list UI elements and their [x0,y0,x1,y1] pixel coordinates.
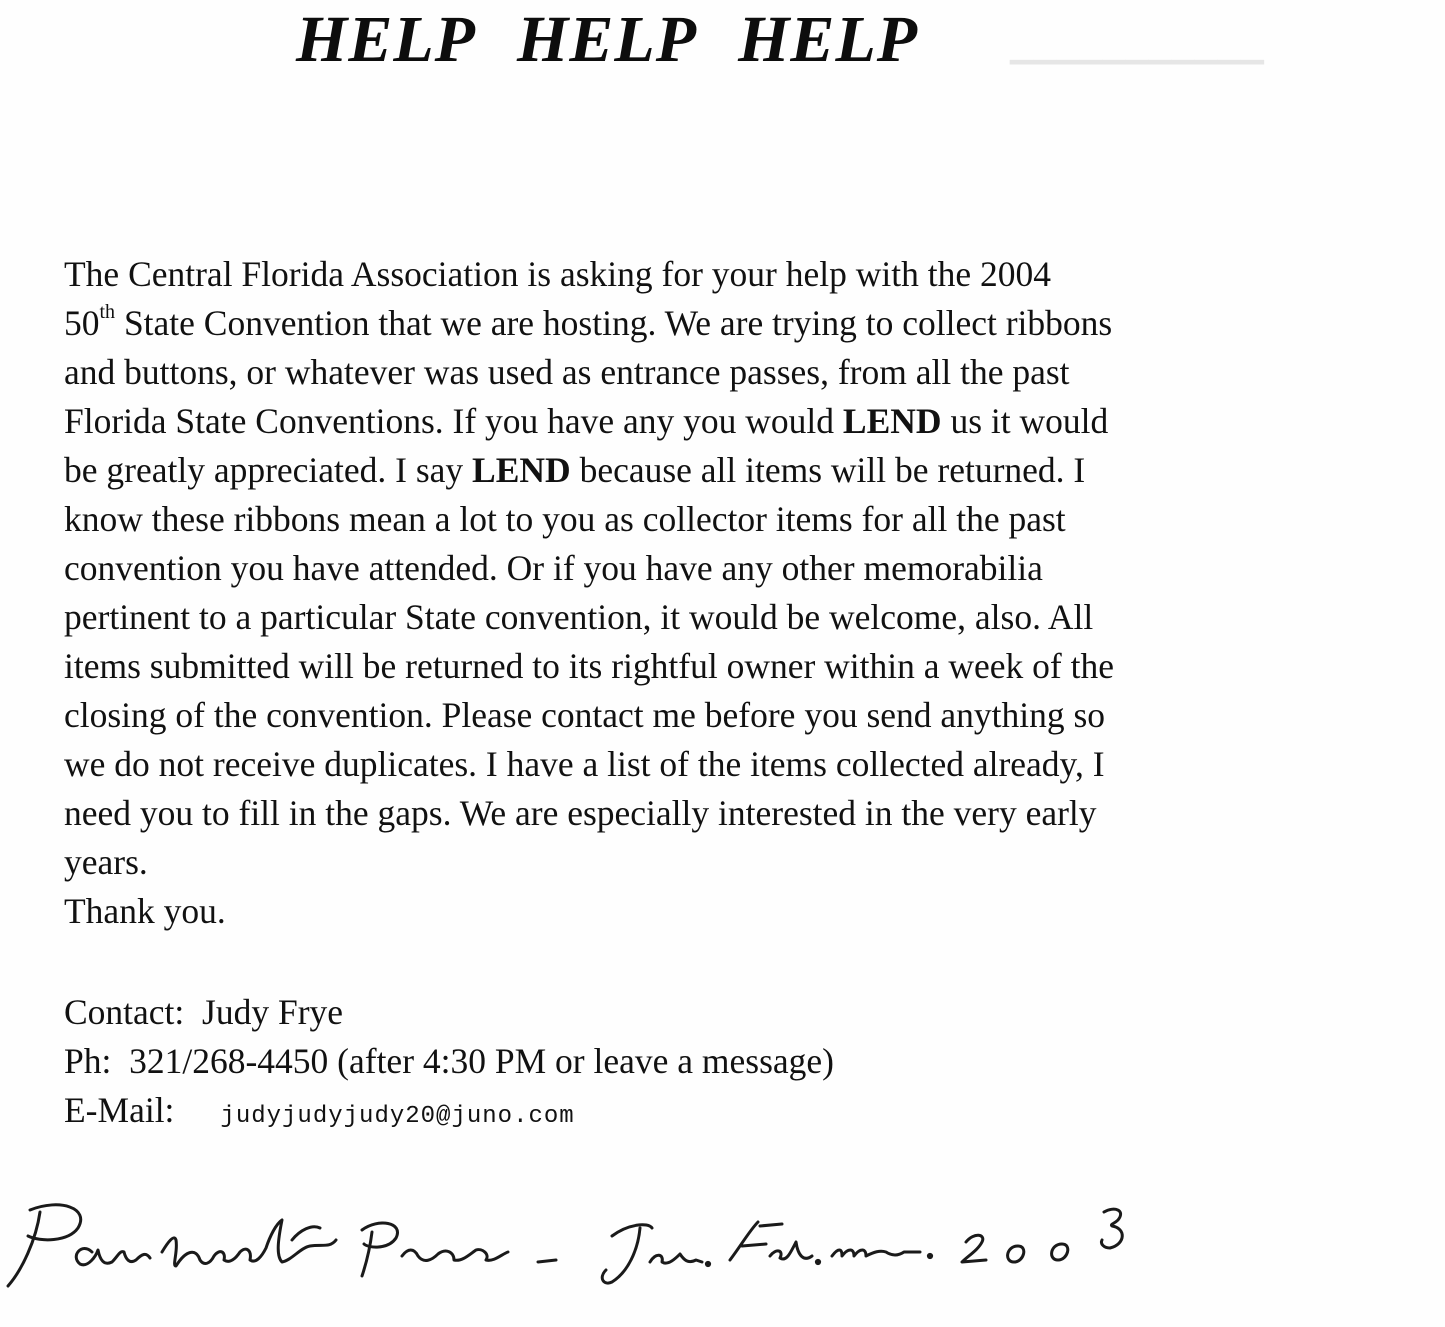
body-line: convention you have attended. Or if you have any other memorabilia [64,548,1043,588]
body-line [64,446,1394,495]
emphasis-lend: LEND [472,450,571,490]
body-line [64,397,1394,446]
ordinal-number: 50 [64,303,100,343]
body-line: The Central Florida Association is asking for your help with the 2004 [64,254,1051,294]
ordinal-suffix: th [99,301,116,324]
bleed-through-decoration: ▁▁▁▁▁▁▁▁▁▁▁ [1010,31,1264,64]
handwritten-annotation [0,1190,1200,1310]
contact-name-row [64,988,834,1037]
phone-label: Ph: [64,1041,112,1081]
contact-name: Judy Frye [202,992,344,1032]
body-line: closing of the convention. Please contact me before you send anything so [64,695,1106,735]
body-line: know these ribbons mean a lot to you as collector items for all the past [64,499,1066,539]
body-line: pertinent to a particular State convention, it would be welcome, also. All [64,597,1094,637]
contact-email-row [64,1086,834,1141]
body-line: need you to fill in the gaps. We are especially interested in the very early [64,793,1097,833]
body-line: items submitted will be returned to its rightful owner within a week of the [64,646,1114,686]
email-address: judyjudyjudy20@juno.com [220,1103,575,1130]
contact-block [64,988,834,1141]
body-line: and buttons, or whatever was used as entrance passes, from all the past [64,352,1070,392]
contact-phone-row [64,1037,834,1086]
emphasis-lend: LEND [842,401,942,441]
page-title: HELP HELP HELP [296,3,919,76]
body-paragraph [64,250,1394,936]
body-line-text: State Convention that we are hosting. We are trying to collect ribbons [115,303,1113,343]
body-line-text: because all items will be returned. I [570,450,1086,490]
body-line-text: us it would [941,401,1109,441]
body-line-text: Florida State Conventions. If you have any you would [64,401,843,441]
body-line [64,299,1394,348]
closing-thanks: Thank you. [64,891,226,931]
body-line: we do not receive duplicates. I have a list of the items collected already, I [64,744,1105,784]
contact-label: Contact: [64,992,185,1032]
body-line: years. [64,842,148,882]
phone-number: 321/268-4450 (after 4:30 PM or leave a message) [129,1041,834,1081]
body-line-text: be greatly appreciated. I say [64,450,473,490]
email-label: E-Mail: [64,1090,175,1130]
